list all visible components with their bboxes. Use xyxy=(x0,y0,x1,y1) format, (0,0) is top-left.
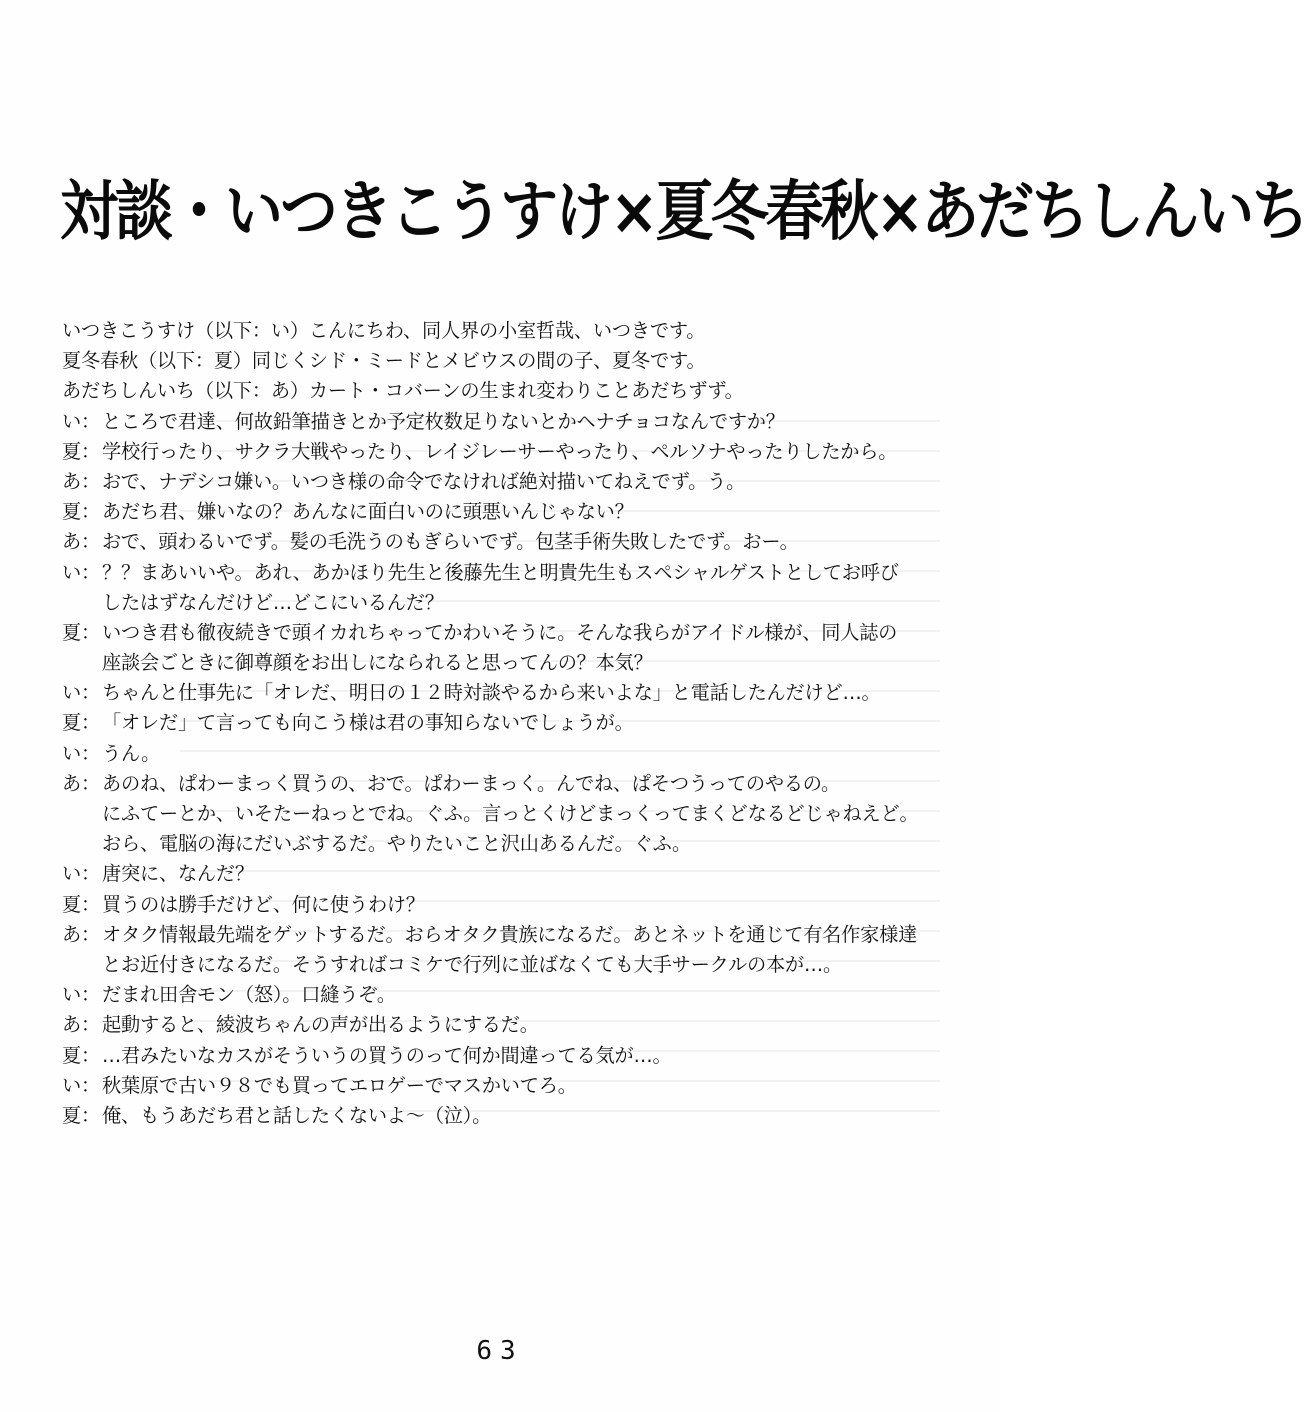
utterance-text: 学校行ったり、サクラ大戦やったり、レイジレーサーやったり、ペルソナやったりしたから。 xyxy=(102,439,898,463)
utterance-text: 座談会ごときに御尊顔をお出しになられると思ってんの？本気？ xyxy=(102,651,653,675)
dialogue-line xyxy=(62,708,972,738)
utterance-text: ところで君達、何故鉛筆描きとか予定枚数足りないとかヘナチョコなんですか？ xyxy=(102,409,785,433)
utterance-text: 唐突に、なんだ？ xyxy=(102,862,254,886)
utterance-text: 俺、もうあだち君と話したくないよ〜（泣）。 xyxy=(102,1103,492,1127)
dialogue-line xyxy=(62,407,972,437)
speaker-label: い： xyxy=(62,1073,100,1097)
dialogue-line xyxy=(62,1010,972,1040)
dialogue-line xyxy=(62,678,972,708)
utterance-text: おら、電脳の海にだいぶするだ。やりたいこと沢山あるんだ。ぐふ。 xyxy=(102,832,691,856)
dialogue-line xyxy=(62,527,972,557)
dialogue-line xyxy=(62,497,972,527)
dialogue-line xyxy=(62,1101,972,1131)
dialogue-line xyxy=(62,467,972,497)
dialogue-line xyxy=(62,799,972,829)
intro-line: いつきこうすけ（以下：い）こんにちわ、同人界の小室哲哉、いつきです。 xyxy=(62,319,706,342)
speaker-label: い： xyxy=(62,560,100,584)
speaker-label: 夏： xyxy=(62,892,100,916)
speaker-label: あ： xyxy=(62,922,100,946)
dialogue-line xyxy=(62,618,972,648)
utterance-text: あだち君、嫌いなの？あんなに面白いのに頭悪いんじゃない？ xyxy=(102,500,634,524)
utterance-text: 起動すると、綾波ちゃんの声が出るようにするだ。 xyxy=(102,1013,539,1037)
speaker-label: 夏： xyxy=(62,1043,100,1067)
speaker-label: 夏： xyxy=(62,711,100,735)
dialogue-line xyxy=(62,437,972,467)
page-number: 63 xyxy=(476,1336,524,1366)
utterance-text: にふてーとか、いそたーねっとでね。ぐふ。言っとくけどまっくってまくどなるどじゃねえど。 xyxy=(102,802,919,825)
speaker-label: い： xyxy=(62,983,100,1007)
dialogue-line xyxy=(62,950,972,980)
utterance-text: ちゃんと仕事先に「オレだ、明日の１２時対談やるから来いよな」と電話したんだけど…。 xyxy=(102,681,881,705)
utterance-text: ？？まあいいや。あれ、あかほり先生と後藤先生と明貴先生もスペシャルゲストとしてお呼び xyxy=(102,560,899,584)
speaker-label: あ： xyxy=(62,469,100,493)
dialogue-line xyxy=(62,558,972,588)
utterance-text: うん。 xyxy=(102,741,161,765)
utterance-text: だまれ田舎モン（怒）。口縫うぞ。 xyxy=(102,983,396,1007)
intro-line: あだちしんいち（以下：あ）カート・コバーンの生まれ変わりことあだちずず。 xyxy=(62,379,744,403)
dialogue-line xyxy=(62,739,972,769)
speaker-label: 夏： xyxy=(62,439,100,463)
utterance-text: あのね、ぱわーまっく買うの、おで。ぱわーまっく。んでね、ぱそつうってのやるの。 xyxy=(102,771,841,795)
dialogue-body xyxy=(62,316,972,1131)
utterance-text: いつき君も徹夜続きで頭イカれちゃってかわいそうに。そんな我らがアイドル様が、同人誌の xyxy=(102,620,898,644)
utterance-text: 買うのは勝手だけど、何に使うわけ？ xyxy=(102,892,425,916)
utterance-text: したはずなんだけど…どこにいるんだ？ xyxy=(102,590,444,614)
speaker-label: い： xyxy=(62,741,100,765)
speaker-label: 夏： xyxy=(62,1103,100,1127)
utterance-text: 秋葉原で古い９８でも買ってエロゲーでマスかいてろ。 xyxy=(102,1073,577,1097)
dialogue-line xyxy=(62,980,972,1010)
speaker-label: あ： xyxy=(62,1013,100,1037)
dialogue-list xyxy=(62,407,972,1132)
speaker-label: あ： xyxy=(62,771,100,795)
utterance-text: おで、頭わるいでず。髪の毛洗うのもぎらいでず。包茎手術失敗したでず。おー。 xyxy=(102,530,799,554)
speaker-label: い： xyxy=(62,409,100,433)
dialogue-line xyxy=(62,890,972,920)
utterance-text: とお近付きになるだ。そうすればコミケで行列に並ばなくても大手サークルの本が…。 xyxy=(102,952,842,976)
dialogue-line xyxy=(62,1041,972,1071)
intro-line: 夏冬春秋（以下：夏）同じくシド・ミードとメビウスの間の子、夏冬です。 xyxy=(62,349,706,373)
dialogue-line xyxy=(62,769,972,799)
dialogue-line xyxy=(62,920,972,950)
speaker-label: 夏： xyxy=(62,620,100,644)
speaker-label: あ： xyxy=(62,530,100,554)
page-title: 対談・いつきこうすけ×夏冬春秋×あだちしんいち xyxy=(60,173,1306,250)
utterance-text: オタク情報最先端をゲットするだ。おらオタク貴族になるだ。あとネットを通じて有名作家様達 xyxy=(102,922,918,946)
dialogue-line xyxy=(62,588,972,618)
dialogue-line xyxy=(62,1071,972,1101)
utterance-text: おで、ナデシコ嫌い。いつき様の命令でなければ絶対描いてねえでず。う。 xyxy=(102,469,746,493)
speaker-label: 夏： xyxy=(62,500,100,524)
speaker-label: い： xyxy=(62,862,100,886)
dialogue-line xyxy=(62,859,972,889)
dialogue-line xyxy=(62,829,972,859)
speaker-label: い： xyxy=(62,681,100,705)
utterance-text: 「オレだ」て言っても向こう様は君の事知らないでしょうが。 xyxy=(102,711,634,735)
utterance-text: …君みたいなカスがそういうの買うのって何か間違ってる気が…。 xyxy=(102,1043,672,1067)
dialogue-line xyxy=(62,648,972,678)
